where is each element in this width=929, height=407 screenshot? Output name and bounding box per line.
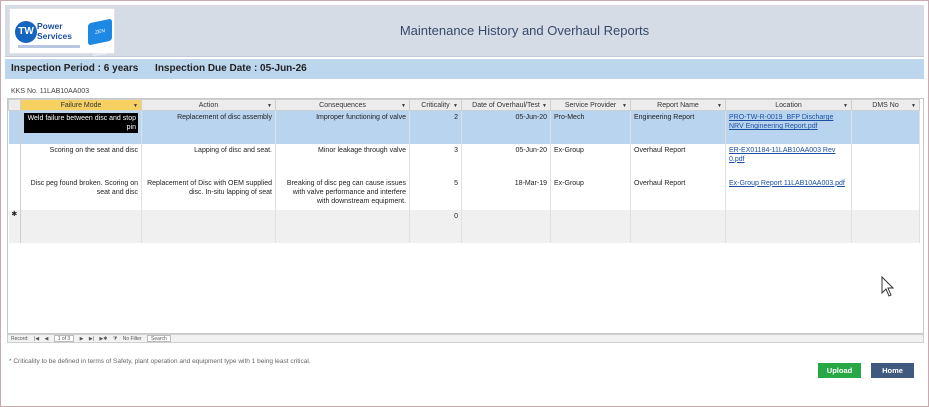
- logo-tagline-bar: [18, 45, 80, 48]
- cell-consequences[interactable]: Minor leakage through valve: [276, 144, 410, 177]
- first-record-icon[interactable]: |◀: [33, 336, 40, 342]
- mouse-cursor-icon: [881, 276, 895, 298]
- dropdown-arrow-icon[interactable]: ▼: [401, 103, 406, 109]
- cell-action[interactable]: Replacement of Disc with OEM supplied disc. In-situ lapping of seat: [142, 177, 276, 210]
- column-header-location[interactable]: Location ▼: [726, 100, 852, 111]
- column-header-criticality[interactable]: Criticality ▼: [410, 100, 462, 111]
- cell-criticality[interactable]: 2: [410, 111, 462, 144]
- kks-number: KKS No. 11LAB10AA003: [11, 88, 90, 95]
- table-row[interactable]: [9, 111, 920, 144]
- cell-report-name[interactable]: Overhaul Report: [631, 177, 726, 210]
- cell-dms-no[interactable]: [852, 210, 920, 243]
- row-selector[interactable]: [9, 144, 21, 177]
- cell-report-name[interactable]: Engineering Report: [631, 111, 726, 144]
- criticality-footnote: * Criticality to be defined in terms of Safety, plant operation and equipment type with 1 being least critical.: [9, 358, 311, 365]
- next-record-icon[interactable]: ▶: [79, 336, 84, 342]
- column-header-consequences[interactable]: Consequences ▼: [276, 100, 410, 111]
- cell-consequences[interactable]: Breaking of disc peg can cause issues with valve performance and interfere with downstream equipment.: [276, 177, 410, 210]
- cell-date[interactable]: 05-Jun-20: [462, 144, 551, 177]
- last-record-icon[interactable]: ▶|: [88, 336, 95, 342]
- table-row[interactable]: [9, 177, 920, 210]
- dropdown-arrow-icon[interactable]: ▼: [622, 103, 627, 109]
- prev-record-icon[interactable]: ◀: [44, 336, 49, 342]
- cell-failure-mode[interactable]: [21, 210, 142, 243]
- cell-location[interactable]: [726, 111, 852, 144]
- cell-action[interactable]: [142, 210, 276, 243]
- cell-consequences[interactable]: [276, 210, 410, 243]
- cell-date[interactable]: 05-Jun-20: [462, 111, 551, 144]
- cell-action[interactable]: Replacement of disc assembly: [142, 111, 276, 144]
- table-header: [9, 100, 920, 111]
- record-position-input[interactable]: 1 of 3: [54, 335, 75, 342]
- location-link[interactable]: Ex-Group Report 11LAB10AA003.pdf: [729, 179, 845, 187]
- cell-report-name[interactable]: Overhaul Report: [631, 144, 726, 177]
- cell-date[interactable]: [462, 210, 551, 243]
- location-link[interactable]: ER-EX01184-11LAB10AA003 Rev 0.pdf: [729, 146, 836, 163]
- cell-dms-no[interactable]: [852, 111, 920, 144]
- cell-dms-no[interactable]: [852, 177, 920, 210]
- inspection-bar: [5, 59, 924, 79]
- cell-report-name[interactable]: [631, 210, 726, 243]
- cell-service-provider[interactable]: Pro-Mech: [551, 111, 631, 144]
- column-header-date[interactable]: Date of Overhaul/Test ▼: [462, 100, 551, 111]
- column-header-report-name[interactable]: Report Name ▼: [631, 100, 726, 111]
- logo-brand: Power Services: [37, 21, 72, 41]
- cell-location[interactable]: [726, 210, 852, 243]
- column-header-action[interactable]: Action ▼: [142, 100, 276, 111]
- home-button[interactable]: Home: [871, 363, 914, 378]
- cell-dms-no[interactable]: [852, 144, 920, 177]
- dropdown-arrow-icon[interactable]: ▼: [453, 103, 458, 109]
- inspection-period: Inspection Period : 6 years: [11, 63, 139, 74]
- page-title: Maintenance History and Overhaul Reports: [399, 23, 650, 38]
- filter-status[interactable]: No Filter: [122, 336, 142, 342]
- cell-failure-mode[interactable]: Disc peg found broken. Scoring on seat and disc: [21, 177, 142, 210]
- location-link[interactable]: PRO-TW-R-0019_BFP Discharge NRV Engineering Report.pdf: [729, 114, 834, 130]
- cell-action[interactable]: Lapping of disc and seat.: [142, 144, 276, 177]
- search-input[interactable]: Search: [147, 335, 171, 342]
- upload-button[interactable]: Upload: [818, 363, 861, 378]
- table-row[interactable]: [9, 144, 920, 177]
- maintenance-table: [8, 99, 920, 243]
- tw-logo-mark: TW: [15, 21, 37, 43]
- new-record-row[interactable]: [9, 210, 920, 243]
- dropdown-arrow-icon[interactable]: ▼: [911, 103, 916, 109]
- new-record-marker-icon[interactable]: ✱: [9, 210, 21, 243]
- column-header-dms-no[interactable]: DMS No ▼: [852, 100, 920, 111]
- inspection-due-date: Inspection Due Date : 05-Jun-26: [155, 63, 307, 74]
- cell-criticality[interactable]: 3: [410, 144, 462, 177]
- cell-service-provider[interactable]: Ex-Group: [551, 177, 631, 210]
- dropdown-arrow-icon[interactable]: ▼: [133, 103, 138, 109]
- cell-date[interactable]: 18-Mar-19: [462, 177, 551, 210]
- cell-failure-mode[interactable]: Scoring on the seat and disc: [21, 144, 142, 177]
- new-record-icon[interactable]: ▶✱: [99, 336, 108, 342]
- cell-location[interactable]: [726, 177, 852, 210]
- dropdown-arrow-icon[interactable]: ▼: [717, 103, 722, 109]
- row-selector[interactable]: [9, 111, 21, 144]
- column-header-service-provider[interactable]: Service Provider ▼: [551, 100, 631, 111]
- record-navigator: [7, 334, 924, 343]
- cell-service-provider[interactable]: Ex-Group: [551, 144, 631, 177]
- cell-criticality[interactable]: 5: [410, 177, 462, 210]
- cell-failure-mode[interactable]: Weld failure between disc and stop pin: [21, 111, 142, 144]
- datasheet-grid: [7, 98, 924, 334]
- cell-criticality[interactable]: 0: [410, 210, 462, 243]
- column-header-failure-mode[interactable]: Failure Mode ▼: [21, 100, 142, 111]
- page-header: [5, 5, 924, 57]
- filter-icon[interactable]: ⧩: [112, 336, 118, 342]
- cell-location[interactable]: [726, 144, 852, 177]
- dropdown-arrow-icon[interactable]: ▼: [542, 103, 547, 109]
- cell-service-provider[interactable]: [551, 210, 631, 243]
- dropdown-arrow-icon[interactable]: ▼: [843, 103, 848, 109]
- record-label: Record:: [11, 336, 29, 342]
- partner-logo: ZEN Group: [88, 18, 112, 45]
- dropdown-arrow-icon[interactable]: ▼: [267, 103, 272, 109]
- cell-consequences[interactable]: Improper functioning of valve: [276, 111, 410, 144]
- row-selector-header[interactable]: [9, 100, 21, 111]
- row-selector[interactable]: [9, 177, 21, 210]
